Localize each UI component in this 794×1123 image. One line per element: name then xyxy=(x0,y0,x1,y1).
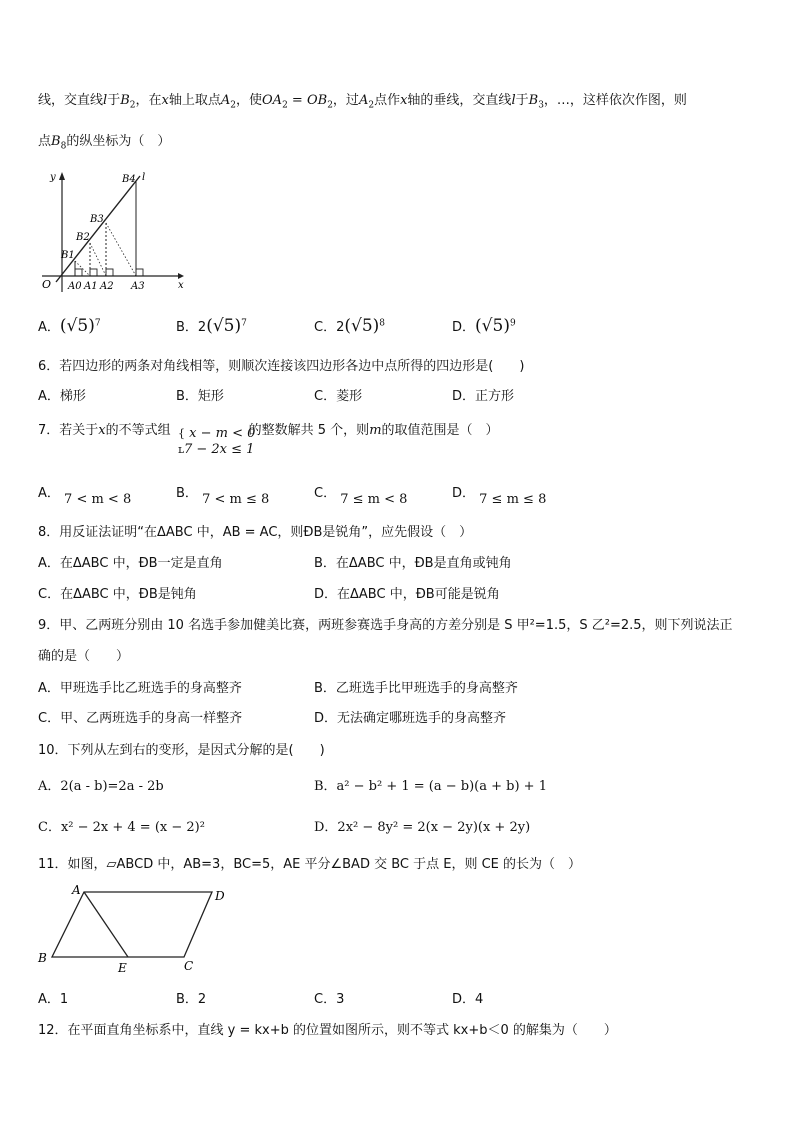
fig-label-a3: A3 xyxy=(131,281,145,292)
q7-option-a[interactable] xyxy=(38,482,132,507)
exponent: 8 xyxy=(379,318,386,329)
option-value: 7 ≤ m < 8 xyxy=(340,492,408,507)
fig-label-b4: B4 xyxy=(122,174,136,185)
option-label: A． xyxy=(38,486,60,501)
fig-label-b: B xyxy=(38,951,47,965)
q11-stem: 11．如图，▱ABCD 中，AB=3，BC=5，AE 平分∠BAD 交 BC 于点 E，则 CE 的长为（ ） xyxy=(38,857,582,872)
q6-stem: 6．若四边形的两条对角线相等，则顺次连接该四边形各边中点所得的四边形是( ) xyxy=(38,359,525,374)
option-label: B． xyxy=(176,486,198,501)
radicand: 5 xyxy=(492,316,504,336)
q5-option-b[interactable]: B．$2(√5)^7$ xyxy=(176,316,247,336)
fig-label-b3: B3 xyxy=(90,214,104,225)
q7-option-c[interactable] xyxy=(314,482,408,507)
q9-option-c[interactable]: C．甲、乙两班选手的身高一样整齐 xyxy=(38,711,243,726)
option-label: D． xyxy=(452,486,476,501)
option-label: D． xyxy=(452,320,476,335)
fig-label-a2: A2 xyxy=(100,281,114,292)
q5-stem-line2: 点$B_8$的纵坐标为（ ） xyxy=(38,134,171,152)
q8-option-a[interactable]: A．在ΔABC 中，ÐB一定是直角 xyxy=(38,556,223,571)
q7-stem: 7．若关于x的不等式组 的整数解共 5 个，则m的取值范围是（ ） xyxy=(38,423,499,438)
text: 点作 xyxy=(374,93,401,108)
q6-option-a[interactable]: A．梯形 xyxy=(38,389,86,404)
exponent: 9 xyxy=(509,318,516,329)
q9-option-d[interactable]: D．无法确定哪班选手的身高整齐 xyxy=(314,711,507,726)
text: ，…，这样依次作图，则 xyxy=(543,93,687,108)
text: 的整数解共 5 个，则 xyxy=(248,423,370,438)
q9-option-a[interactable]: A．甲班选手比乙班选手的身高整齐 xyxy=(38,681,242,696)
q10-stem: 10．下列从左到右的变形，是因式分解的是( ) xyxy=(38,743,325,758)
option-label: C．2 xyxy=(314,320,345,335)
q6-option-b[interactable]: B．矩形 xyxy=(176,389,224,404)
fig-label-o: O xyxy=(42,278,52,291)
text: 的取值范围是（ ） xyxy=(381,423,499,438)
q7-inequality-system: { x − m < 0 ʟ7 − 2x ≤ 1 xyxy=(178,426,256,457)
q6-option-d[interactable]: D．正方形 xyxy=(452,389,515,404)
q6-option-c[interactable]: C．菱形 xyxy=(314,389,363,404)
text: 点 xyxy=(38,134,52,149)
text: 的纵坐标为（ ） xyxy=(66,134,171,149)
q11-option-c[interactable]: C．3 xyxy=(314,992,345,1007)
q11-option-d[interactable]: D．4 xyxy=(452,992,484,1007)
fig-label-a: A xyxy=(72,883,81,897)
exponent: 7 xyxy=(94,318,101,329)
text: ，在 xyxy=(135,93,162,108)
q8-option-d[interactable]: D．在ΔABC 中，ÐB可能是锐角 xyxy=(314,587,500,602)
q5-stem-line1: 线，交直线l于$B_2$，在x轴上取点$A_2$，使$OA_2 = OB_2$，过$A_2$点作x轴的垂线，交直线l于$B_3$，…，这样依次作图，则 xyxy=(38,93,687,111)
q11-parallelogram-figure xyxy=(34,880,234,976)
inequality-1: x − m < 0 xyxy=(189,426,256,441)
option-value: 7 < m ≤ 8 xyxy=(202,492,270,507)
radicand: 5 xyxy=(77,316,89,336)
q8-option-c[interactable]: C．在ΔABC 中，ÐB是钝角 xyxy=(38,587,197,602)
option-value: 7 < m < 8 xyxy=(64,492,132,507)
text: 的不等式组 xyxy=(105,423,171,438)
radicand: 5 xyxy=(223,316,235,336)
fig-label-d: D xyxy=(215,889,225,903)
q9-stem-line2: 确的是（ ） xyxy=(38,649,130,664)
text: 7．若关于 xyxy=(38,423,99,438)
text: ，过 xyxy=(332,93,359,108)
q7-option-d[interactable] xyxy=(452,482,547,507)
fig-label-c: C xyxy=(184,959,194,973)
q10-option-d[interactable]: D．2x² − 8y² = 2(x − 2y)(x + 2y) xyxy=(314,820,531,835)
option-label: C． xyxy=(314,486,337,501)
text: 于 xyxy=(107,93,121,108)
fig-label-x: x xyxy=(178,280,184,291)
q5-option-d[interactable]: D．$(√5)^9$ xyxy=(452,316,516,336)
exponent: 7 xyxy=(241,318,247,329)
q8-stem: 8．用反证法证明“在ΔABC 中，AB = AC，则ÐB是锐角”，应先假设（ ） xyxy=(38,525,473,540)
radicand: 5 xyxy=(361,316,373,336)
inequality-2: 7 − 2x ≤ 1 xyxy=(183,442,255,457)
text: ，使 xyxy=(236,93,263,108)
option-value: 7 ≤ m ≤ 8 xyxy=(479,492,547,507)
q11-option-a[interactable]: A．1 xyxy=(38,992,69,1007)
option-label: B．2 xyxy=(176,320,207,335)
q8-option-b[interactable]: B．在ΔABC 中，ÐB是直角或钝角 xyxy=(314,556,512,571)
fig-label-b2: B2 xyxy=(76,232,90,243)
q9-option-b[interactable]: B．乙班选手比甲班选手的身高整齐 xyxy=(314,681,518,696)
option-label: A． xyxy=(38,320,60,335)
q11-option-b[interactable]: B．2 xyxy=(176,992,207,1007)
text: 线，交直线 xyxy=(38,93,104,108)
fig-label-y: y xyxy=(50,172,56,183)
q9-stem-line1: 9．甲、乙两班分别由 10 名选手参加健美比赛，两班参赛选手身高的方差分别是 S 甲²=1.5，S 乙²=2.5，则下列说法正 xyxy=(38,618,733,633)
text: 于 xyxy=(515,93,529,108)
q10-option-a[interactable]: A．2(a - b)=2a - 2b xyxy=(38,779,164,794)
fig-label-b1: B1 xyxy=(61,250,75,261)
q5-option-a[interactable]: A．$(√5)^7$ xyxy=(38,316,101,336)
q5-figure xyxy=(38,168,188,296)
q7-option-b[interactable] xyxy=(176,482,270,507)
q10-option-b[interactable]: B．a² − b² + 1 = (a − b)(a + b) + 1 xyxy=(314,779,547,794)
fig-label-a0: A0 xyxy=(68,281,82,292)
text: 轴上取点 xyxy=(168,93,221,108)
fig-label-a1: A1 xyxy=(84,281,98,292)
fig-label-l: l xyxy=(142,172,146,183)
fig-label-e: E xyxy=(118,961,127,975)
text: 轴的垂线，交直线 xyxy=(407,93,512,108)
q10-option-c[interactable]: C．x² − 2x + 4 = (x − 2)² xyxy=(38,820,205,835)
q5-option-c[interactable]: C．$2(√5)^8$ xyxy=(314,316,386,336)
q12-stem: 12．在平面直角坐标系中，直线 y = kx+b 的位置如图所示，则不等式 kx+b＜0 的解集为（ ） xyxy=(38,1023,617,1038)
